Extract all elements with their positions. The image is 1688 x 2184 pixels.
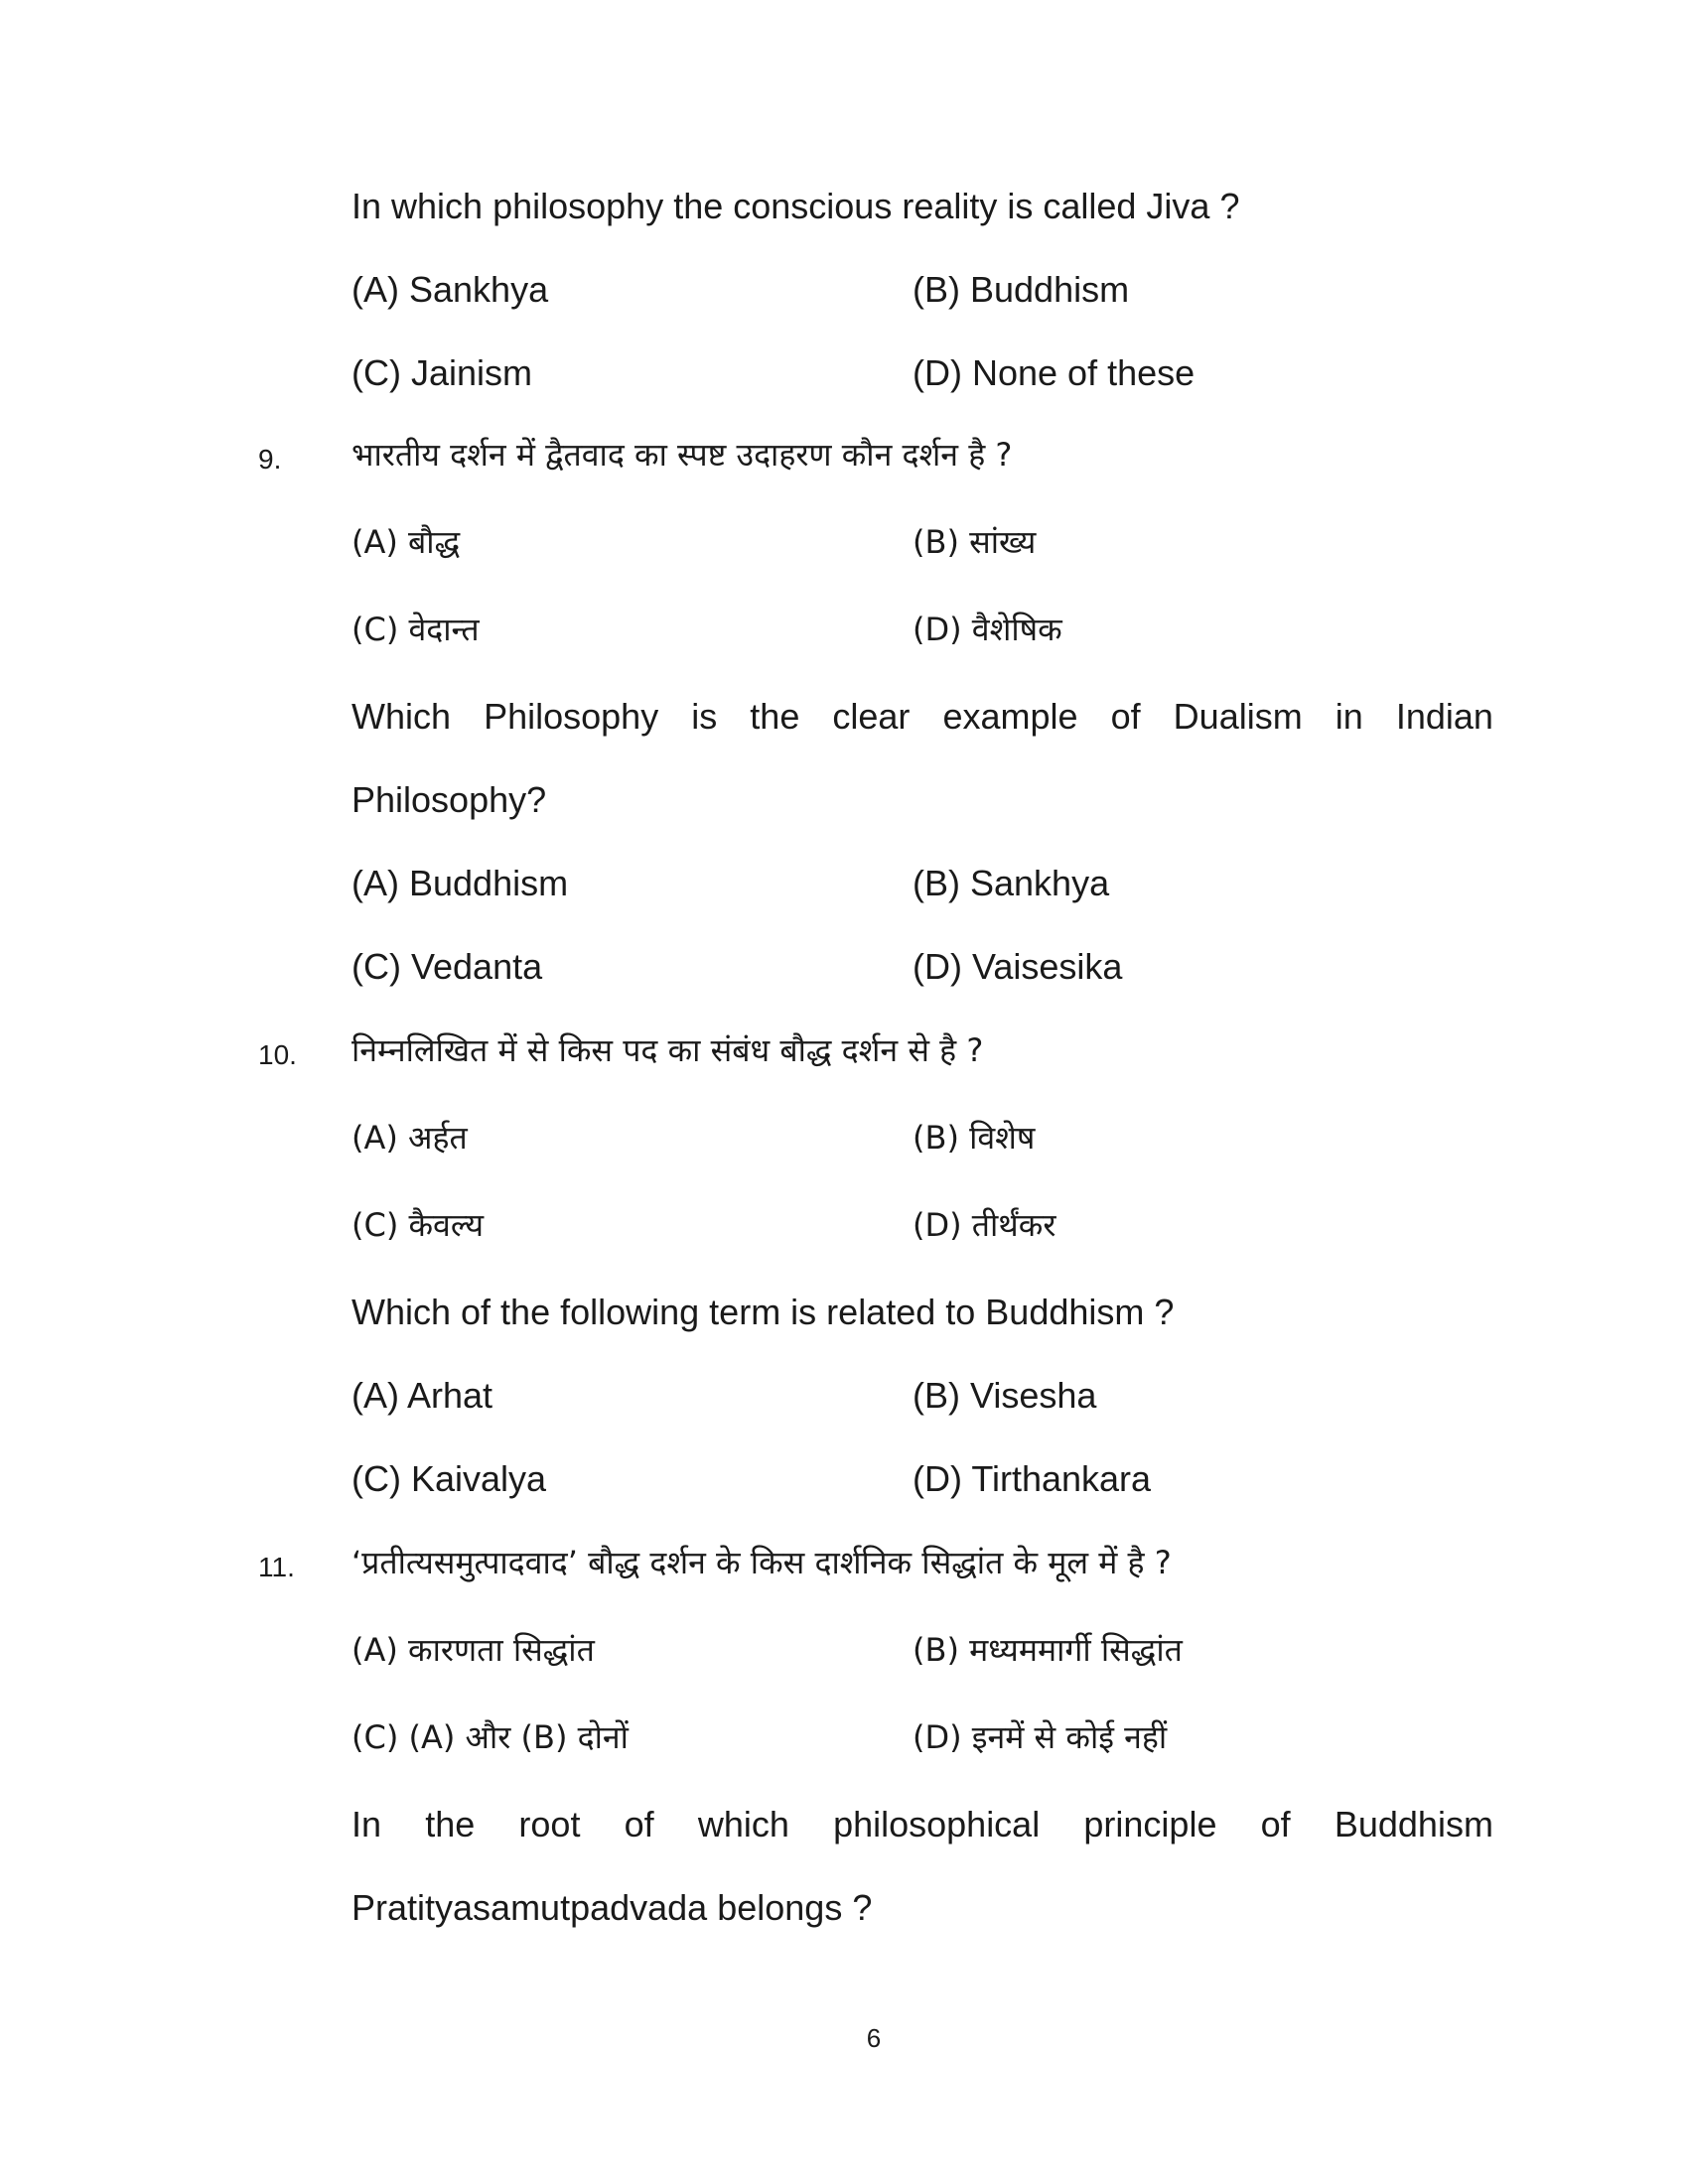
question-9-hindi-text: भारतीय दर्शन में द्वैतवाद का स्पष्ट उदाहरण कौन दर्शन है ? (352, 436, 1013, 474)
q9-option-b: (B) Sankhya (913, 863, 1110, 903)
word: clear (832, 696, 911, 737)
word: Indian (1395, 696, 1493, 737)
word: example (942, 696, 1078, 737)
q8-option-c: (C) Jainism (352, 352, 533, 393)
q11-hindi-option-b: (B) मध्यममार्गी सिद्धांत (913, 1631, 1183, 1669)
q8-option-d: (D) None of these (913, 352, 1196, 393)
word: the (425, 1804, 476, 1844)
question-9-english-line-1 (352, 695, 1493, 739)
word: principle (1083, 1804, 1217, 1844)
word: Which (352, 696, 452, 737)
word: of (624, 1804, 654, 1844)
question-8-english-text: In which philosophy the conscious reality is called Jiva ? (352, 186, 1240, 226)
word: of (1110, 696, 1141, 737)
q10-option-b: (B) Visesha (913, 1375, 1097, 1416)
q11-hindi-option-d: (D) इनमें से कोई नहीं (913, 1718, 1168, 1756)
q10-hindi-option-c: (C) कैवल्य (352, 1206, 485, 1244)
q11-hindi-option-a: (A) कारणता सिद्धांत (352, 1631, 595, 1669)
q9-option-d: (D) Vaisesika (913, 946, 1123, 987)
word: the (750, 696, 800, 737)
question-10-number: 10. (258, 1039, 297, 1070)
q9-hindi-option-a: (A) बौद्ध (352, 523, 461, 561)
word: philosophical (833, 1804, 1041, 1844)
q10-option-d: (D) Tirthankara (913, 1458, 1152, 1499)
q9-hindi-option-c: (C) वेदान्त (352, 611, 480, 648)
q10-hindi-option-d: (D) तीर्थंकर (913, 1206, 1056, 1244)
word: root (518, 1804, 581, 1844)
word: in (1335, 696, 1363, 737)
q9-hindi-option-b: (B) सांख्य (913, 523, 1037, 561)
q10-option-c: (C) Kaivalya (352, 1458, 547, 1499)
question-11-english-line-1 (352, 1803, 1493, 1846)
question-11-english-line-2: Pratityasamutpadvada belongs ? (352, 1887, 873, 1928)
page-number: 6 (866, 2023, 882, 2053)
q8-option-b: (B) Buddhism (913, 269, 1130, 310)
q9-option-a: (A) Buddhism (352, 863, 569, 903)
word: Buddhism (1334, 1804, 1493, 1844)
word: In (352, 1804, 382, 1844)
q9-option-c: (C) Vedanta (352, 946, 543, 987)
question-11-number: 11. (258, 1552, 295, 1582)
q10-hindi-option-b: (B) विशेष (913, 1119, 1036, 1157)
question-11-hindi-text: ‘प्रतीत्यसमुत्पादवाद’ बौद्ध दर्शन के किस दार्शनिक सिद्धांत के मूल में है ? (352, 1544, 1172, 1581)
word: of (1260, 1804, 1291, 1844)
word: is (691, 696, 718, 737)
question-10-hindi-text: निम्नलिखित में से किस पद का संबंध बौद्ध दर्शन से है ? (352, 1031, 984, 1069)
q10-hindi-option-a: (A) अर्हत (352, 1119, 468, 1157)
q9-hindi-option-d: (D) वैशेषिक (913, 611, 1062, 648)
question-9-english-line-2: Philosophy? (352, 779, 547, 820)
question-10-english-text: Which of the following term is related to Buddhism ? (352, 1292, 1175, 1332)
q8-option-a: (A) Sankhya (352, 269, 549, 310)
word: which (697, 1804, 789, 1844)
word: Philosophy (484, 696, 659, 737)
word: Dualism (1173, 696, 1303, 737)
question-9-number: 9. (258, 444, 282, 475)
q11-hindi-option-c: (C) (A) और (B) दोनों (352, 1718, 629, 1756)
q10-option-a: (A) Arhat (352, 1375, 493, 1416)
